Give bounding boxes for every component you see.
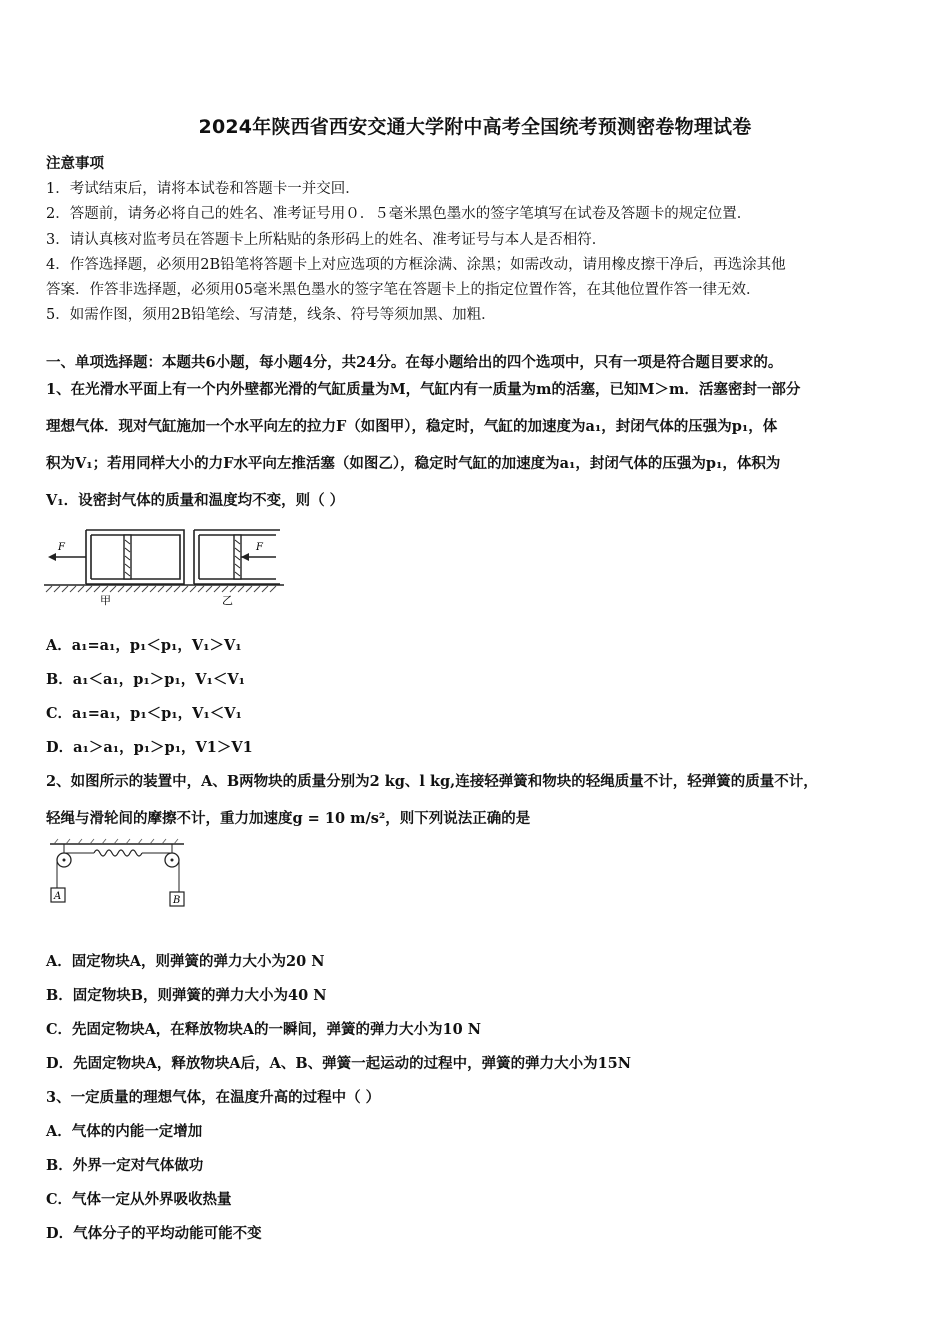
option-c: C．先固定物块A，在释放物块A的一瞬间，弹簧的弹力大小为10 N [46,1021,482,1038]
block-b-label: B [173,895,181,906]
note-item: 5．如需作图，须用2B铅笔绘、写清楚，线条、符号等须加黑、加粗． [46,307,496,323]
option-d: D．先固定物块A，释放物块A后，A、B、弹簧一起运动的过程中，弹簧的弹力大小为15N [46,1055,632,1072]
question-stem-line: 1、在光滑水平面上有一个内外壁都光滑的气缸质量为M，气缸内有一质量为m的活塞，已知M＞m．活塞密封一部分 [46,381,801,398]
option-b: B．外界一定对气体做功 [46,1157,204,1174]
spring-pulley-figure [48,834,188,912]
option-b: B．a₁＜a₁，p₁＞p₁，V₁＜V₁ [46,671,245,688]
option-a: A．a₁=a₁，p₁＜p₁，V₁＞V₁ [46,637,242,654]
question-stem-line: 3、一定质量的理想气体，在温度升高的过程中（ ） [46,1089,381,1106]
question-stem-line: 轻绳与滑轮间的摩擦不计，重力加速度g = 10 m/s²，则下列说法正确的是 [46,810,531,827]
option-c: C．气体一定从外界吸收热量 [46,1191,232,1208]
question-stem-line: V₁．设密封气体的质量和温度均不变，则（ ） [46,492,345,509]
note-item: 3．请认真核对监考员在答题卡上所粘贴的条形码上的姓名、准考证号与本人是否相符． [46,232,607,248]
option-d: D．气体分子的平均动能可能不变 [46,1225,262,1242]
block-a-label: A [54,891,62,902]
option-a: A．气体的内能一定增加 [46,1123,203,1140]
note-item: 4．作答选择题，必须用2B铅笔将答题卡上对应选项的方框涂满、涂黑；如需改动，请用橡皮擦干净后，再选涂其他 [46,257,786,273]
cylinder-figure [44,522,284,606]
question-stem-line: 理想气体．现对气缸施加一个水平向左的拉力F（如图甲），稳定时，气缸的加速度为a₁，封闭气体的压强为p₁，体 [46,418,778,435]
option-c: C．a₁=a₁，p₁＜p₁，V₁＜V₁ [46,705,242,722]
question-stem-line: 积为V₁；若用同样大小的力F水平向左推活塞（如图乙），稳定时气缸的加速度为a₁，封闭气体的压强为p₁，体积为 [46,455,781,472]
force-label-left: F [58,542,65,553]
note-item: 答案．作答非选择题，必须用05毫米黑色墨水的签字笔在答题卡上的指定位置作答，在其他位置作答一律无效． [46,282,761,298]
note-item: 1．考试结束后，请将本试卷和答题卡一并交回． [46,181,360,197]
notes-heading: 注意事项 [46,155,104,172]
figure-label-yi: 乙 [222,594,233,606]
option-a: A．固定物块A，则弹簧的弹力大小为20 N [46,953,325,970]
force-label-right: F [256,542,263,553]
page-title: 2024年陕西省西安交通大学附中高考全国统考预测密卷物理试卷 [198,116,752,138]
note-item: 2．答题前，请务必将自己的姓名、准考证号用０．５毫米黑色墨水的签字笔填写在试卷及答题卡的规定位置． [46,206,752,222]
question-stem-line: 2、如图所示的装置中，A、B两物块的质量分别为2 kg、l kg,连接轻弹簧和物块的轻绳质量不计，轻弹簧的质量不计， [46,773,818,790]
option-b: B．固定物块B，则弹簧的弹力大小为40 N [46,987,327,1004]
cylinder-left [86,530,184,584]
spring [94,850,142,856]
option-d: D．a₁＞a₁，p₁＞p₁，V1＞V1 [46,739,253,756]
figure-label-jia: 甲 [100,594,111,606]
section-heading: 一、单项选择题：本题共6小题，每小题4分，共24分。在每小题给出的四个选项中，只有一项是符合题目要求的。 [46,354,783,371]
